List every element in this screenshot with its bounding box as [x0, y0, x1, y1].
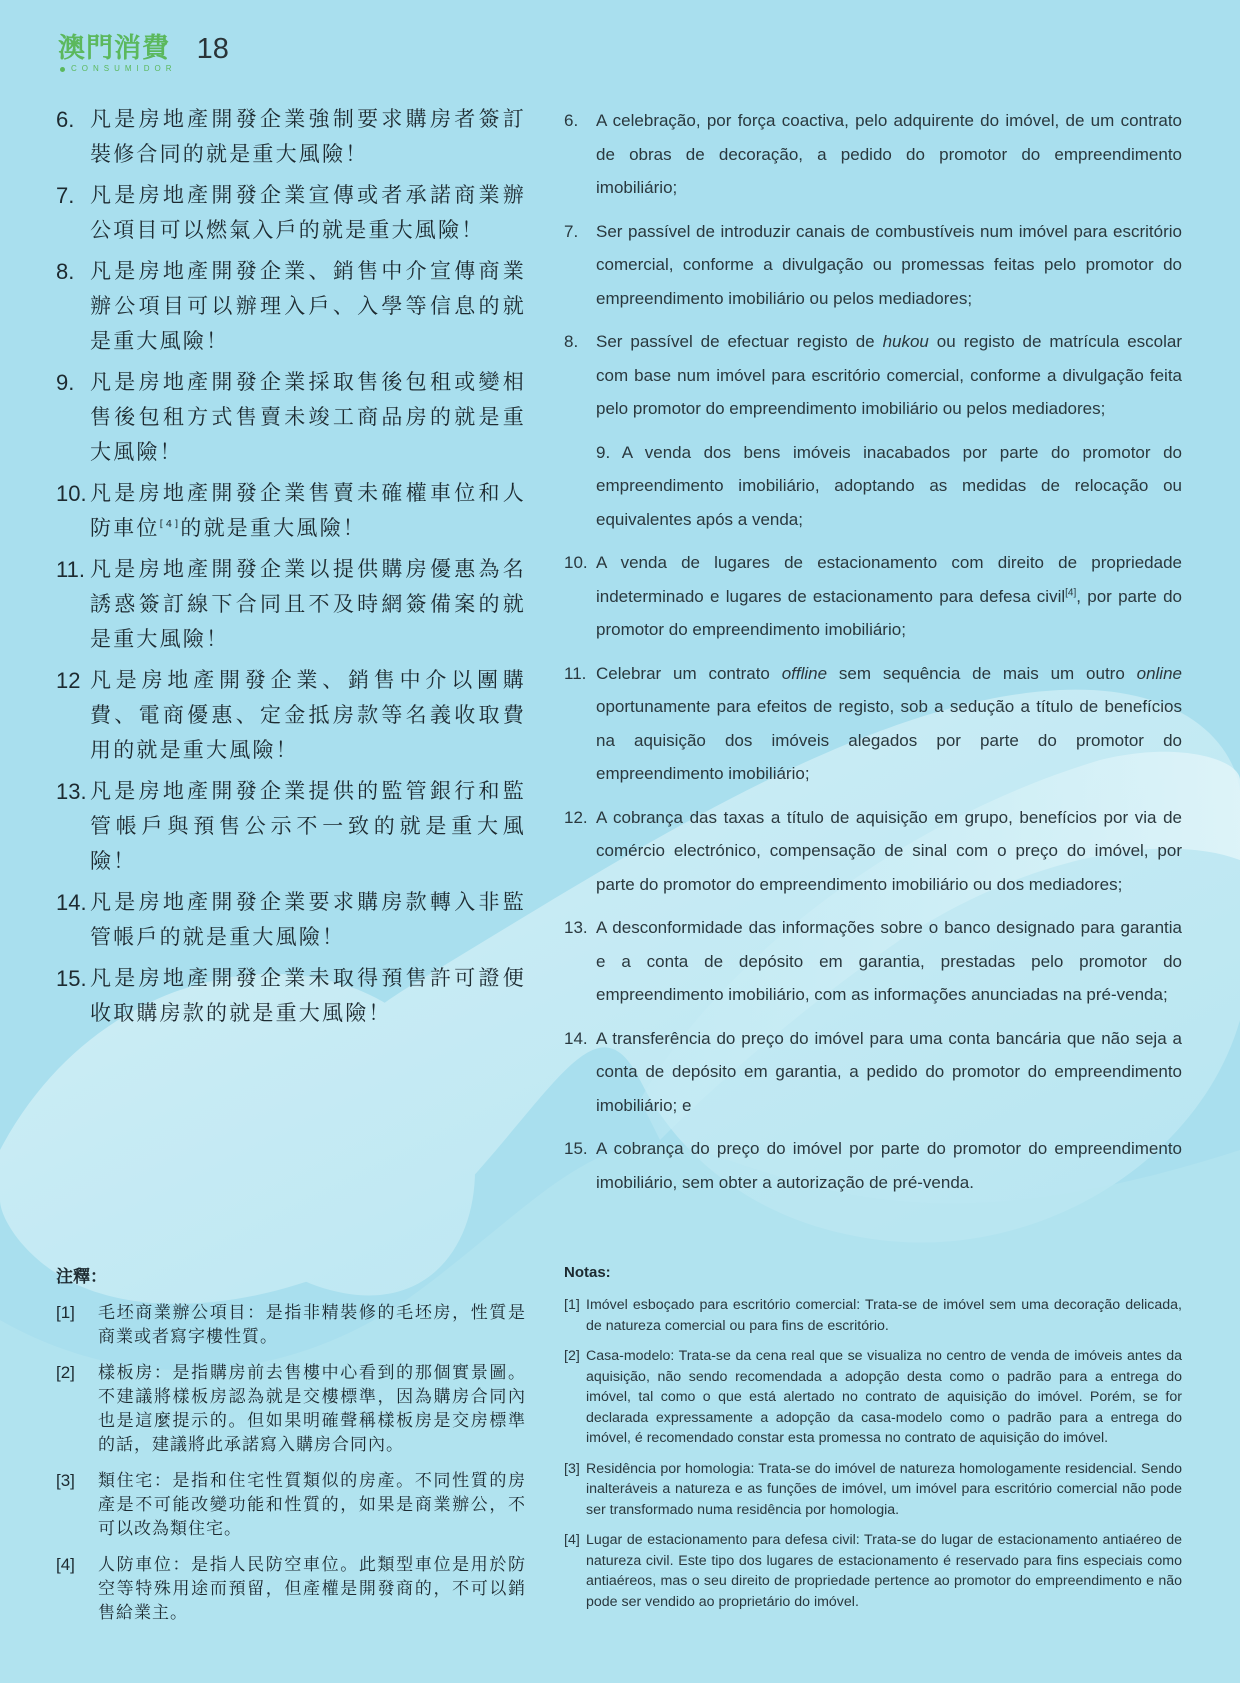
item-number: 6.	[564, 111, 579, 130]
item-number: 6.	[56, 107, 75, 132]
note-number: [1]	[56, 1303, 75, 1322]
note-item	[56, 1361, 526, 1457]
list-item	[56, 552, 526, 657]
list-item	[564, 801, 1182, 902]
portuguese-notes	[564, 1264, 1182, 1622]
item-text: 凡是房地產開發企業售賣未確權車位和人防車位[4]的就是重大風險！	[90, 481, 526, 540]
item-text: 9. A venda dos bens imóveis inacabados por parte do promotor do empreendimento imobiliário, adoptando as medidas de relocação ou equivalentes após a venda;	[596, 442, 1182, 529]
note-item	[56, 1301, 526, 1349]
list-item	[56, 774, 526, 879]
item-number: 13.	[56, 779, 87, 804]
list-item	[56, 254, 526, 359]
item-number: 12.	[564, 807, 588, 827]
list-item	[56, 476, 526, 546]
item-number: 7.	[564, 221, 579, 241]
item-text: A transferência do preço do imóvel para uma conta bancária que não seja a conta de depósito em garantia, a pedido do promotor do empreendimento imobiliário; e	[596, 1028, 1182, 1115]
note-text: 毛坯商業辦公項目：是指非精裝修的毛坯房，性質是商業或者寫字樓性質。	[98, 1303, 526, 1347]
note-text: Casa-modelo: Trata-se da cena real que se visualiza no centro de venda de imóveis antes da aquisição, não sendo recomendada a adopção desta como o padrão para a entrega do imóvel, tal como o que está alertado no contrato de aquisição do imóvel. Porém, se for declarada expressamente a adopção da casa-modelo como o padrão para a entrega do imóvel, é recomendado constar esta promessa no contrato de aquisição do imóvel.	[586, 1348, 1182, 1446]
note-number: [4]	[564, 1532, 580, 1548]
notes-title: Notas:	[564, 1264, 611, 1281]
item-number: 14.	[56, 890, 87, 915]
list-item	[56, 885, 526, 955]
note-item	[564, 1295, 1182, 1336]
note-text: 樣板房：是指購房前去售樓中心看到的那個實景圖。不建議將樣板房認為就是交樓標準，因為購房合同內也是這麼提示的。但如果明確聲稱樣板房是交房標準的話，建議將此承諾寫入購房合同內。	[98, 1363, 526, 1455]
note-item	[564, 1346, 1182, 1449]
list-item	[564, 104, 1182, 205]
item-number: 11.	[56, 557, 85, 582]
note-number: [1]	[564, 1297, 580, 1313]
item-number: 9.	[56, 370, 75, 395]
item-number: 12	[56, 668, 81, 693]
item-text: A celebração, por força coactiva, pelo adquirente do imóvel, de um contrato de obras de decoração, a pedido do promotor do empreendimento imobiliário;	[596, 111, 1182, 197]
portuguese-list	[564, 104, 1182, 1209]
note-text: 類住宅：是指和住宅性質類似的房產。不同性質的房產是不可能改變功能和性質的，如果是商業辦公，不可以改為類住宅。	[98, 1471, 526, 1539]
item-number: 13.	[564, 918, 588, 937]
item-number: 8.	[56, 259, 75, 284]
item-number: 14.	[564, 1028, 588, 1048]
list-item	[564, 215, 1182, 316]
note-number: [3]	[564, 1460, 580, 1477]
item-text: 凡是房地產開發企業提供的監管銀行和監管帳戶與預售公示不一致的就是重大風險！	[90, 779, 526, 873]
note-text: Lugar de estacionamento para defesa civil: Trata-se do lugar de estacionamento antiaéreo de natureza civil. Este tipo dos lugares de estacionamento é reservado para fins especiais como antiaéreos, mas o seu direito de propriedade pertence ao promotor do empreendimento e não pode ser vendido ao proprietário do imóvel.	[586, 1532, 1182, 1610]
footnote-ref: [4]	[1065, 586, 1077, 598]
item-number: 15.	[564, 1139, 588, 1158]
note-text: 人防車位：是指人民防空車位。此類型車位是用於防空等特殊用途而預留，但產權是開發商的，不可以銷售給業主。	[98, 1555, 526, 1623]
list-item	[56, 178, 526, 248]
note-number: [4]	[56, 1555, 75, 1574]
note-number: [2]	[56, 1363, 75, 1382]
notes-title: 注釋：	[56, 1267, 107, 1287]
list-item	[56, 365, 526, 470]
list-item	[56, 663, 526, 768]
item-text: 凡是房地產開發企業未取得預售許可證便收取購房款的就是重大風險！	[90, 966, 526, 1025]
note-number: [3]	[56, 1471, 75, 1490]
item-text: 凡是房地產開發企業、銷售中介宣傳商業辦公項目可以辦理入戶、入學等信息的就是重大風險！	[90, 259, 526, 353]
item-text: 凡是房地產開發企業採取售後包租或變相售後包租方式售賣未竣工商品房的就是重大風險！	[90, 370, 526, 464]
item-text: 凡是房地產開發企業強制要求購房者簽訂裝修合同的就是重大風險！	[90, 107, 526, 166]
footnote-ref: [4]	[159, 519, 181, 530]
logo-title: 澳門消費	[58, 33, 170, 64]
item-number: 15.	[56, 966, 87, 991]
list-item	[56, 961, 526, 1031]
item-text: Ser passível de efectuar registo de hukou ou registo de matrícula escolar com base num imóvel para escritório comercial, conforme a divulgação feita pelo promotor do empreendimento imobiliário ou pelos mediadores;	[596, 332, 1182, 418]
item-text: A desconformidade das informações sobre o banco designado para garantia e a conta de depósito em garantia, prestadas pelo promotor do empreendimento imobiliário, com as informações anunciadas na pré-venda;	[596, 918, 1182, 1004]
list-item	[564, 1132, 1182, 1199]
list-item	[564, 1022, 1182, 1123]
item-text: Ser passível de introduzir canais de combustíveis num imóvel para escritório comercial, conforme a divulgação ou promessas feitas pelo promotor do empreendimento imobiliário ou pelos mediadores;	[596, 221, 1182, 308]
note-text: Residência por homologia: Trata-se do imóvel de natureza homologamente residencial. Sendo inalteráveis a natureza e as funções de imóvel, um imóvel para escritório comercial não pode ser transformado numa residência por homologia.	[586, 1460, 1182, 1518]
item-number: 10.	[564, 553, 588, 572]
chinese-list	[56, 102, 526, 1037]
item-text: A cobrança das taxas a título de aquisição em grupo, benefícios por via de comércio electrónico, compensação de sinal com o preço do imóvel, por parte do promotor do empreendimento imobiliário ou dos mediadores;	[596, 807, 1182, 894]
item-text: 凡是房地產開發企業要求購房款轉入非監管帳戶的就是重大風險！	[90, 890, 526, 949]
item-text: Celebrar um contrato offline sem sequência de mais um outro online oportunamente para efeitos de registo, sob a sedução a título de benefícios na aquisição dos imóveis alegados por parte do promotor do empreendimento imobiliário;	[596, 663, 1182, 783]
page-number: 18	[196, 33, 229, 65]
chinese-notes	[56, 1262, 526, 1637]
magazine-logo	[58, 34, 177, 74]
list-item	[56, 102, 526, 172]
item-number: 8.	[564, 332, 579, 351]
note-text: Imóvel esboçado para escritório comercial: Trata-se de imóvel sem uma decoração delicada, de natureza comercial ou para fins de escritório.	[586, 1297, 1182, 1334]
item-text: 凡是房地產開發企業以提供購房優惠為名誘惑簽訂線下合同且不及時網簽備案的就是重大風險！	[90, 557, 526, 651]
list-item	[564, 546, 1182, 647]
list-item	[564, 325, 1182, 426]
note-item	[564, 1530, 1182, 1612]
note-item	[56, 1553, 526, 1625]
list-item	[564, 436, 1182, 537]
item-text: 凡是房地產開發企業宣傳或者承諾商業辦公項目可以燃氣入戶的就是重大風險！	[90, 183, 526, 242]
item-number: 10.	[56, 481, 87, 506]
item-text: A venda de lugares de estacionamento com direito de propriedade indeterminado e lugares de estacionamento para defesa civil[4], por parte do promotor do empreendimento imobiliário;	[596, 553, 1182, 639]
list-item	[564, 657, 1182, 791]
note-item	[564, 1459, 1182, 1521]
list-item	[564, 911, 1182, 1012]
logo-subtitle: CONSUMIDOR	[71, 64, 177, 73]
item-text: A cobrança do preço do imóvel por parte do promotor do empreendimento imobiliário, sem obter a autorização de pré-venda.	[596, 1139, 1182, 1192]
note-item	[56, 1469, 526, 1541]
logo-dot-icon	[60, 67, 65, 72]
item-number: 11.	[564, 663, 587, 683]
item-text: 凡是房地產開發企業、銷售中介以團購費、電商優惠、定金抵房款等名義收取費用的就是重大風險！	[90, 668, 526, 762]
item-number: 7.	[56, 183, 75, 208]
note-number: [2]	[564, 1348, 580, 1364]
page-header	[58, 34, 229, 74]
